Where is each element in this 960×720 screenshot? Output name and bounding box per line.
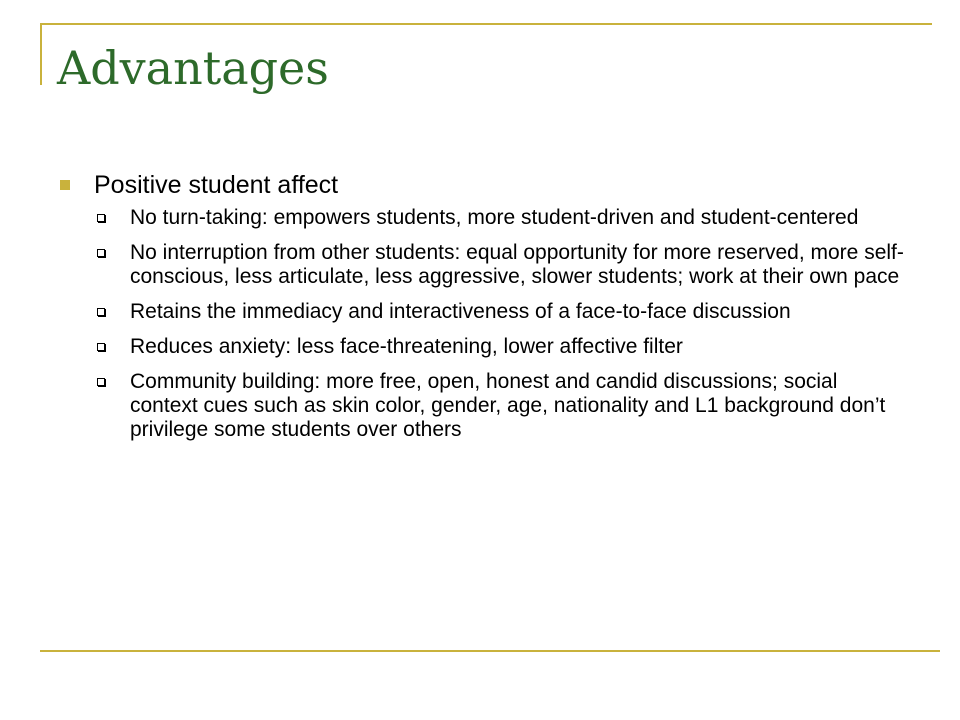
sub-bullet-text: Community building: more free, open, honest and candid discussions; social context cues such as skin color, gender, age, nationality and L1 background don’t privilege some students over others [130,370,886,441]
sub-bullet-list [60,206,904,442]
sub-bullet-item [60,370,910,442]
hollow-square-bullet-icon [97,308,105,316]
sub-bullet-item [60,335,910,359]
bottom-divider-line [40,650,940,652]
hollow-square-bullet-icon [97,214,105,222]
sub-bullet-text: No turn-taking: empowers students, more student-driven and student-centered [130,206,859,229]
top-divider-line [40,23,932,25]
sub-bullet-item [60,300,910,324]
hollow-square-bullet-icon [97,343,105,351]
main-bullet-text: Positive student affect [94,171,339,199]
left-divider-line [40,23,42,85]
slide-title: Advantages [57,41,329,95]
sub-bullet-item [60,206,910,230]
slide-content [60,168,904,453]
main-bullet [60,168,900,202]
sub-bullet-text: No interruption from other students: equal opportunity for more reserved, more self-conscious, less articulate, less aggressive, slower students; work at their own pace [130,241,904,288]
sub-bullet-text: Reduces anxiety: less face-threatening, lower affective filter [130,335,683,358]
hollow-square-bullet-icon [97,378,105,386]
hollow-square-bullet-icon [97,249,105,257]
filled-square-bullet-icon [60,180,70,190]
sub-bullet-item [60,241,910,289]
sub-bullet-text: Retains the immediacy and interactiveness of a face-to-face discussion [130,300,791,323]
